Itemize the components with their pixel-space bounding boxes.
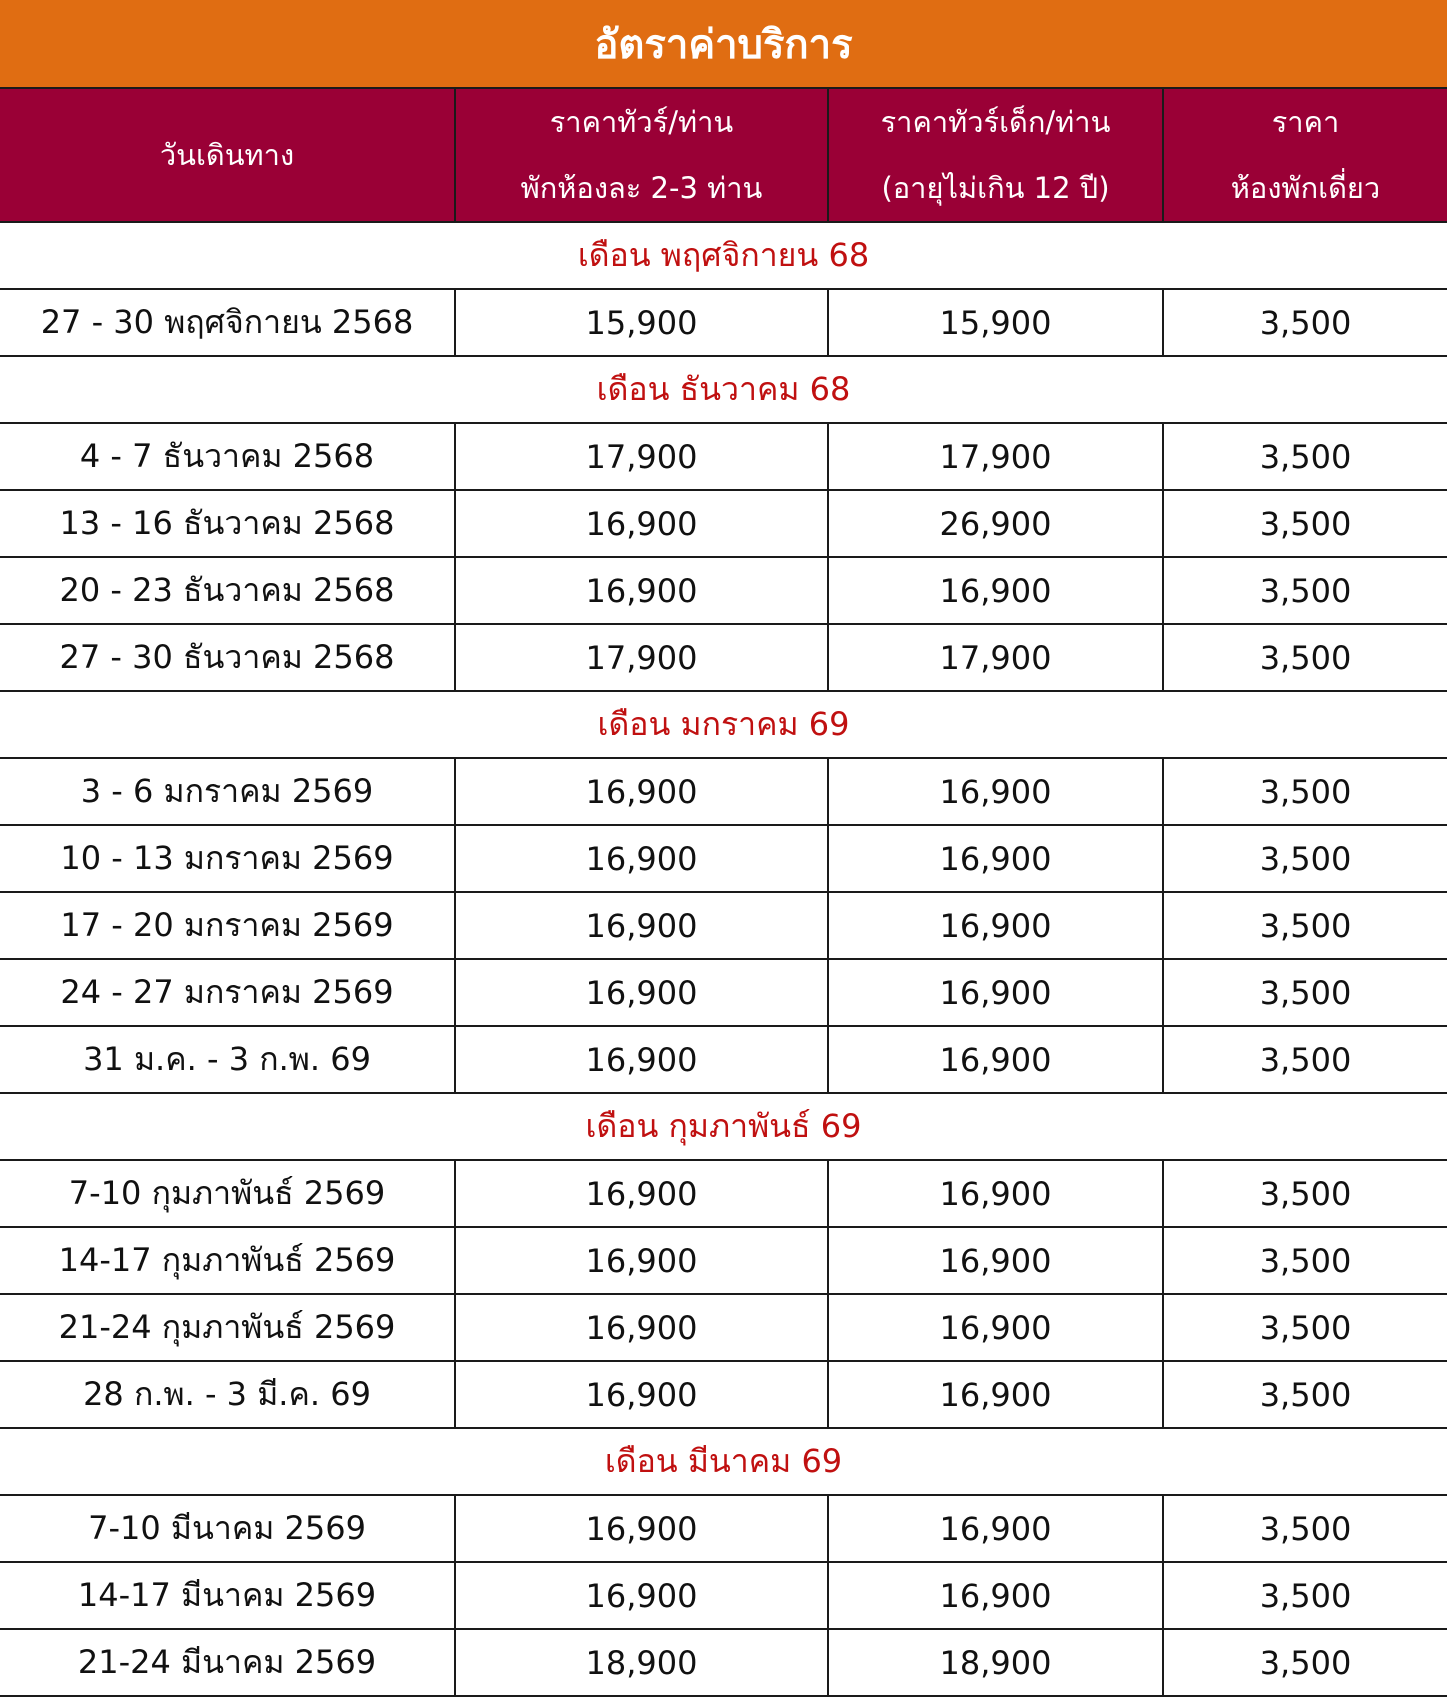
travel-date-cell: 31 ม.ค. - 3 ก.พ. 69	[0, 1026, 455, 1093]
travel-date-cell: 7-10 มีนาคม 2569	[0, 1495, 455, 1562]
header-adult-line2: พักห้องละ 2-3 ท่าน	[520, 171, 763, 205]
single-room-price-cell: 3,500	[1163, 490, 1447, 557]
travel-date-cell: 28 ก.พ. - 3 มี.ค. 69	[0, 1361, 455, 1428]
month-label: เดือน ธันวาคม 68	[0, 356, 1447, 423]
adult-price-cell: 16,900	[455, 825, 828, 892]
table-row	[0, 1361, 1447, 1428]
adult-price-cell: 16,900	[455, 892, 828, 959]
child-price-cell: 16,900	[828, 1160, 1163, 1227]
adult-price-cell: 16,900	[455, 1227, 828, 1294]
table-row	[0, 1160, 1447, 1227]
adult-price-cell: 17,900	[455, 624, 828, 691]
child-price-cell: 16,900	[828, 892, 1163, 959]
month-label: เดือน กุมภาพันธ์ 69	[0, 1093, 1447, 1160]
travel-date-cell: 7-10 กุมภาพันธ์ 2569	[0, 1160, 455, 1227]
travel-date-cell: 17 - 20 มกราคม 2569	[0, 892, 455, 959]
travel-date-cell: 27 - 30 ธันวาคม 2568	[0, 624, 455, 691]
adult-price-cell: 16,900	[455, 1294, 828, 1361]
month-label: เดือน พฤศจิกายน 68	[0, 222, 1447, 289]
travel-date-cell: 24 - 27 มกราคม 2569	[0, 959, 455, 1026]
table-header-row	[0, 89, 1447, 222]
adult-price-cell: 16,900	[455, 959, 828, 1026]
header-adult-line1: ราคาทัวร์/ท่าน	[549, 105, 734, 139]
header-single-room	[1163, 89, 1447, 222]
month-header-row	[0, 356, 1447, 423]
adult-price-cell: 17,900	[455, 423, 828, 490]
adult-price-cell: 16,900	[455, 490, 828, 557]
header-single-line1: ราคา	[1271, 105, 1340, 139]
adult-price-cell: 18,900	[455, 1629, 828, 1696]
month-header-row	[0, 222, 1447, 289]
price-table	[0, 89, 1447, 1697]
table-row	[0, 825, 1447, 892]
adult-price-cell: 16,900	[455, 557, 828, 624]
single-room-price-cell: 3,500	[1163, 825, 1447, 892]
table-row	[0, 892, 1447, 959]
child-price-cell: 16,900	[828, 1026, 1163, 1093]
table-body	[0, 222, 1447, 1696]
child-price-cell: 18,900	[828, 1629, 1163, 1696]
month-header-row	[0, 1428, 1447, 1495]
single-room-price-cell: 3,500	[1163, 1361, 1447, 1428]
month-label: เดือน มกราคม 69	[0, 691, 1447, 758]
table-row	[0, 289, 1447, 356]
adult-price-cell: 16,900	[455, 1361, 828, 1428]
child-price-cell: 26,900	[828, 490, 1163, 557]
header-child-line1: ราคาทัวร์เด็ก/ท่าน	[880, 105, 1111, 139]
adult-price-cell: 16,900	[455, 758, 828, 825]
table-row	[0, 624, 1447, 691]
single-room-price-cell: 3,500	[1163, 1294, 1447, 1361]
single-room-price-cell: 3,500	[1163, 423, 1447, 490]
adult-price-cell: 16,900	[455, 1160, 828, 1227]
child-price-cell: 15,900	[828, 289, 1163, 356]
child-price-cell: 16,900	[828, 1562, 1163, 1629]
single-room-price-cell: 3,500	[1163, 289, 1447, 356]
single-room-price-cell: 3,500	[1163, 758, 1447, 825]
travel-date-cell: 21-24 กุมภาพันธ์ 2569	[0, 1294, 455, 1361]
travel-date-cell: 13 - 16 ธันวาคม 2568	[0, 490, 455, 557]
header-single-line2: ห้องพักเดี่ยว	[1230, 171, 1381, 205]
header-adult-price	[455, 89, 828, 222]
page-title: อัตราค่าบริการ	[0, 0, 1447, 89]
child-price-cell: 16,900	[828, 825, 1163, 892]
table-row	[0, 1294, 1447, 1361]
child-price-cell: 16,900	[828, 758, 1163, 825]
travel-date-cell: 14-17 กุมภาพันธ์ 2569	[0, 1227, 455, 1294]
child-price-cell: 16,900	[828, 1361, 1163, 1428]
single-room-price-cell: 3,500	[1163, 892, 1447, 959]
header-child-line2: (อายุไม่เกิน 12 ปี)	[881, 171, 1110, 205]
single-room-price-cell: 3,500	[1163, 624, 1447, 691]
child-price-cell: 16,900	[828, 1294, 1163, 1361]
month-label: เดือน มีนาคม 69	[0, 1428, 1447, 1495]
adult-price-cell: 15,900	[455, 289, 828, 356]
table-row	[0, 1562, 1447, 1629]
single-room-price-cell: 3,500	[1163, 1562, 1447, 1629]
single-room-price-cell: 3,500	[1163, 1227, 1447, 1294]
single-room-price-cell: 3,500	[1163, 1629, 1447, 1696]
child-price-cell: 16,900	[828, 557, 1163, 624]
travel-date-cell: 21-24 มีนาคม 2569	[0, 1629, 455, 1696]
single-room-price-cell: 3,500	[1163, 557, 1447, 624]
travel-date-cell: 14-17 มีนาคม 2569	[0, 1562, 455, 1629]
child-price-cell: 17,900	[828, 423, 1163, 490]
table-row	[0, 758, 1447, 825]
table-row	[0, 423, 1447, 490]
table-row	[0, 1227, 1447, 1294]
single-room-price-cell: 3,500	[1163, 959, 1447, 1026]
travel-date-cell: 4 - 7 ธันวาคม 2568	[0, 423, 455, 490]
travel-date-cell: 27 - 30 พฤศจิกายน 2568	[0, 289, 455, 356]
adult-price-cell: 16,900	[455, 1026, 828, 1093]
header-date: วันเดินทาง	[0, 89, 455, 222]
table-row	[0, 1495, 1447, 1562]
single-room-price-cell: 3,500	[1163, 1495, 1447, 1562]
table-row	[0, 490, 1447, 557]
travel-date-cell: 20 - 23 ธันวาคม 2568	[0, 557, 455, 624]
month-header-row	[0, 1093, 1447, 1160]
header-child-price	[828, 89, 1163, 222]
month-header-row	[0, 691, 1447, 758]
child-price-cell: 16,900	[828, 1495, 1163, 1562]
adult-price-cell: 16,900	[455, 1495, 828, 1562]
child-price-cell: 16,900	[828, 1227, 1163, 1294]
single-room-price-cell: 3,500	[1163, 1160, 1447, 1227]
child-price-cell: 16,900	[828, 959, 1163, 1026]
single-room-price-cell: 3,500	[1163, 1026, 1447, 1093]
table-row	[0, 959, 1447, 1026]
adult-price-cell: 16,900	[455, 1562, 828, 1629]
travel-date-cell: 3 - 6 มกราคม 2569	[0, 758, 455, 825]
travel-date-cell: 10 - 13 มกราคม 2569	[0, 825, 455, 892]
child-price-cell: 17,900	[828, 624, 1163, 691]
table-row	[0, 557, 1447, 624]
table-row	[0, 1026, 1447, 1093]
